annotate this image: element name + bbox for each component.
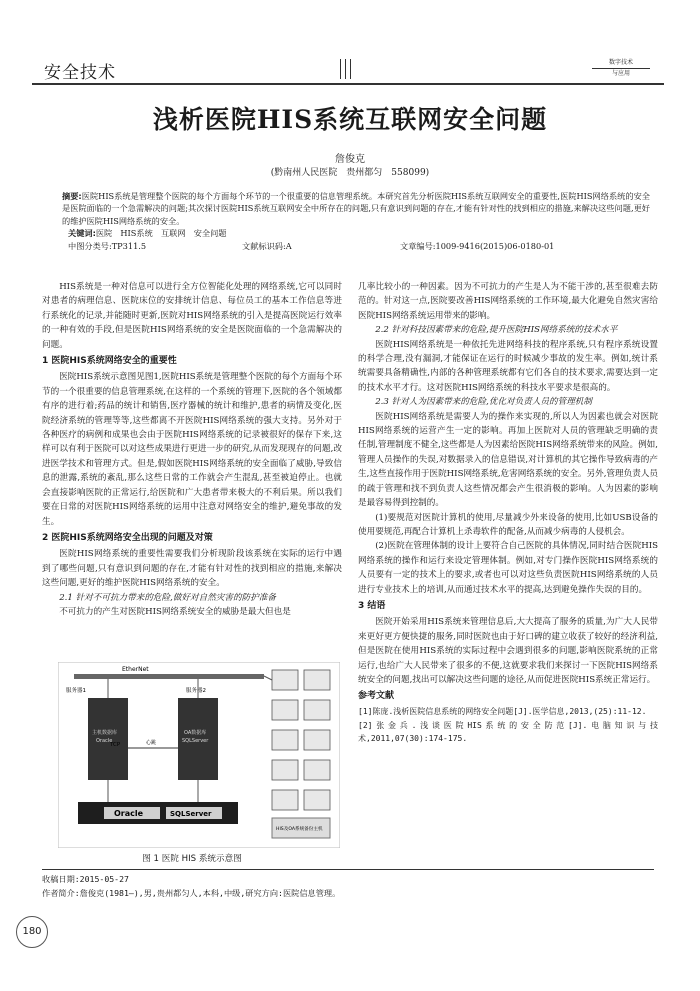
badge-line-2: 与应用 xyxy=(611,70,630,77)
figure-caption: 图 1 医院 HIS 系统示意图 xyxy=(142,854,242,864)
paragraph-2-3-2: (2)医院在管理体制的设计上要符合自己医院的具体情况,同时结合医院HIS网络系统的操作和运行来设定管理体制。例如,对专门操作医院HIS网络系统的人员要有一定的技术上的要求,或者也可以对这些负责医院HIS网络系统的人员进行专业技术上的培训,从而通过技术水平的提高,达到避免操作失误的目的。 xyxy=(358,541,658,595)
paragraph-2: 医院HIS网络系统的重要性需要我们分析现阶段该系统在实际的运行中遇到了哪些问题,只有意识到问题的存在,才能有针对性的找到相应的措施,来解决这些问题,更好的维护医院HIS网络系统的安全。 xyxy=(42,549,342,589)
ethernet-bar xyxy=(74,674,264,679)
header-divider-mark xyxy=(340,59,346,79)
oa-backup-label: HIS及OA系统备份主机 xyxy=(276,827,323,832)
clc-number: 中图分类号:TP311.5 xyxy=(68,241,147,251)
keywords-label: 关键词: xyxy=(68,228,96,238)
references-title: 参考文献 xyxy=(358,691,395,702)
paragraph-2-1-cont: 几率比较小的一种因素。因为不可抗力的产生是人为不能干涉的,甚至很难去防范的。针对这一点,医院要改善HIS网络系统的工作环境,最大化避免自然灾害给医院HIS网络系统运用带来的影响。 xyxy=(358,282,658,321)
tcp-label: TCP xyxy=(110,742,121,748)
author-affiliation: (黔南州人民医院 贵州都匀 558099) xyxy=(270,168,430,178)
db2-label: OA数据库 xyxy=(184,730,207,736)
storage-oracle-label: Oracle xyxy=(114,809,144,818)
received-date: 收稿日期:2015-05-27 xyxy=(42,874,129,884)
article-number: 文章编号:1009-9416(2015)06-0180-01 xyxy=(400,241,555,251)
his-system-diagram xyxy=(58,662,340,848)
footnote-rule xyxy=(42,869,654,870)
paragraph-2-2: 医院HIS网络系统是一种依托先进网络科技的程序系统,只有程序系统设置的科学合理,没有漏洞,才能保证在运行的时候减少事故的发生率。例如,统计系统需要具备精确性,内部的各种管理系统都有它们各自的技术要求,需要达到一定的技术水平才行。这对医院HIS网络系统的科技水平要求是很高的。 xyxy=(358,339,658,393)
paragraph-2-3: 医院HIS网络系统是需要人为的操作来实现的,所以人为因素也就会对医院HIS网络系统的运营产生一定的影响。再加上医院对人员的管理缺乏明确的责任制,管理制度不健全,这些都是人为因素给医院HIS网络系统带来的风险。例如,管理人员操作的失误,对数据录入的信息错误,对计算机的其它操作导致病毒的产生,这些直接作用于医院HIS网络系统,危害网络系统的安全。另外,管理负责人员的疏于管理和找不到负责人这些情况都会产生很消极的影响。人为因素的影响是最容易得到控制的。 xyxy=(358,411,658,509)
paragraph-1: 医院HIS系统示意图见图1,医院HIS系统是管理整个医院的每个方面每个环节的一个很重要的信息管理系统,在这样的一个系统的管理下,医院的各个领域都有序的进行着;药品的统计和销售,医疗器械的统计和维护,患者的病情及变化,医院经济系统的管理等等,这些都离不开医院HIS网络系统的强大支持。另外对于各种医疗的病例和成果也会由于医院HIS网络系统的记录被很好的保存下来,这样可以有利于医院可以对这些成果进行更进一步的研究,从而发现现存的问题,改进医学技术和管理方式。但是,假如医院HIS网络系统的安全面临了威胁,导致信息的泄露,系统的紊乱,那么这些日常的工作就会产生混乱,甚至被迫停止。也就会直接影响医院的正常运行,给医院和广大患者带来极大的不利后果。所以我们要在日常的对医院HIS网络系统的运用中注意对网络安全的维护,避免事故的发生。 xyxy=(42,372,342,527)
left-column xyxy=(42,280,342,619)
references-list xyxy=(358,706,658,746)
document-code: 文献标识码:A xyxy=(242,241,292,251)
page-number: 180 xyxy=(16,916,48,948)
author-name: 詹俊克 xyxy=(335,154,365,165)
keywords-text: 医院 HIS系统 互联网 安全问题 xyxy=(95,228,227,238)
abstract xyxy=(62,190,650,227)
reference-item: [1]陈庞.浅析医院信息系统的网络安全问题[J].医学信息,2013,(25):11-12. xyxy=(358,706,647,716)
db1b-label: Oracle xyxy=(96,738,113,744)
server-2-label: 服务器2 xyxy=(186,688,206,694)
server-1-label: 服务器1 xyxy=(66,688,86,694)
heading-1: 1 医院HIS系统网络安全的重要性 xyxy=(42,356,177,367)
paragraph-3: 医院开始采用HIS系统来管理信息后,大大提高了服务的质量,为广大人民带来更好更方便快捷的服务,同时医院也由于好口碑的建立收获了较好的经济利益,但是医院在使用HIS系统的实际过程中会遇到很多的问题,影响医院系统的正常运行,也给广大人民带来了很多的不便,这就要求我们来探讨一下医院HIS网络系统安全的问题,找出可以解决这些问题的途径,从而促进医院HIS系统正常运行。 xyxy=(358,617,658,685)
heading-2: 2 医院HIS系统网络安全出现的问题及对策 xyxy=(42,532,213,543)
abstract-label: 摘要: xyxy=(62,191,82,201)
author-bio: 作者简介:詹俊克(1981—),男,贵州都匀人,本科,中级,研究方向:医院信息管理。 xyxy=(42,888,341,898)
ethernet-label: EtherNet xyxy=(122,666,149,673)
heading-2-3: 2.3 针对人为因素带来的危险,优化对负责人员的管理机制 xyxy=(375,397,592,408)
paragraph-2-3-1: (1)要规范对医院计算机的使用,尽量减少外来设备的使用,比如USB设备的使用要规范,再配合计算机上杀毒软件的配备,从而减少病毒的人侵机会。 xyxy=(358,512,658,537)
heartbeat-label: 心跳 xyxy=(146,740,157,746)
abstract-text: 医院HIS系统是管理整个医院的每个方面每个环节的一个很重要的信息管理系统。本研究首先分析医院HIS系统互联网安全的重要性,医院HIS网络系统的安全是医院面临的一个急需解决的问题;其次探讨医院HIS系统互联网安全中所存在的问题,只有意识到问题的存在,才能有针对性的找到相应的措施,来解决这些问题,更好的维护医院HIS网络系统的安全。 xyxy=(62,191,650,226)
badge-line-1: 数字技术 xyxy=(592,58,650,69)
keywords xyxy=(68,228,648,239)
heading-2-1: 2.1 针对不可抗力带来的危险,做好对自然灾害的防护准备 xyxy=(59,592,276,603)
header-rule xyxy=(32,83,664,85)
section-title: 安全技术 xyxy=(44,63,116,83)
right-column xyxy=(358,280,658,748)
storage-sqlserver-label: SQLServer xyxy=(170,810,212,818)
heading-2-2: 2.2 针对科技因素带来的危险,提升医院HIS网络系统的技术水平 xyxy=(375,325,618,336)
db2b-label: SQLServer xyxy=(182,738,209,744)
journal-badge xyxy=(592,58,650,82)
reference-item: [2]张金兵.浅谈医院HIS系统的安全防范[J].电脑知识与技术,2011,07(30):174-175. xyxy=(358,721,658,743)
db1-label: 主机数据库 xyxy=(92,730,118,736)
header-divider-mark-2 xyxy=(350,59,354,79)
article-title: 浅析医院HIS系统互联网安全问题 xyxy=(152,105,548,134)
heading-3: 3 结语 xyxy=(358,600,386,611)
paragraph-2-1: 不可抗力的产生对医院HIS网络系统安全的威胁是最大但也是 xyxy=(59,606,291,617)
intro-paragraph: HIS系统是一种对信息可以进行全方位智能化处理的网络系统,它可以同时对患者的病理信息、医院床位的安排统计信息、每位员工的基本工作信息等进行系统化的记录,并能随时更新,医院对HIS网络系统的引入是提高医院运行效率的一种有效的手段,但是医院HIS网络系统的安全是医院面临的一个急需解决的问题。 xyxy=(42,282,342,350)
